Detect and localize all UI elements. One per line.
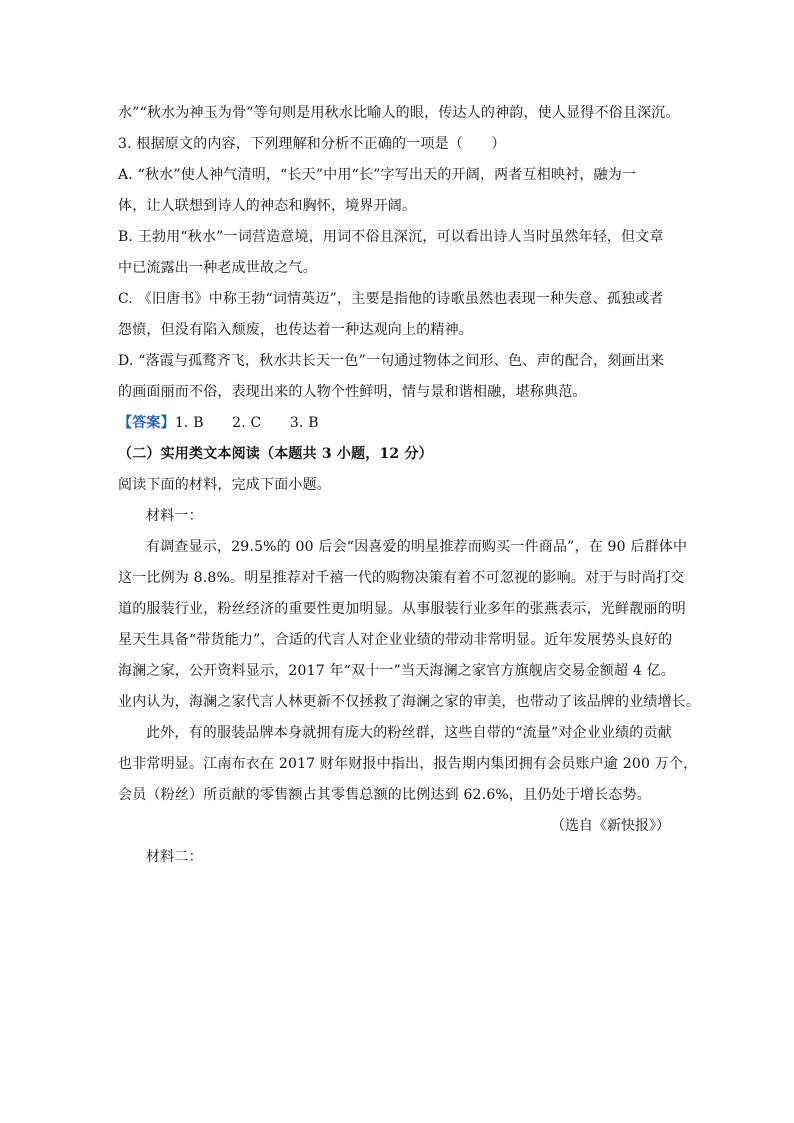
- material-paragraph-line: 这一比例为 8.8%。明星推荐对千禧一代的购物决策有着不可忽视的影响。对于与时尚打交: [118, 570, 685, 586]
- option-a-line: A. “秋水”使人神气清明，“长天”中用“长”字写出天的开阔，两者互相映衬，融为一: [118, 167, 637, 183]
- option-d-line: 的画面丽而不俗，表现出来的人物个性鲜明，情与景和谐相融，堪称典范。: [118, 384, 587, 400]
- material-paragraph-line: 业内认为，海澜之家代言人林更新不仅拯救了海澜之家的审美，也带动了该品牌的业绩增长。: [118, 694, 701, 710]
- material-two-label: 材料二：: [146, 849, 203, 865]
- material-paragraph-line: 海澜之家，公开资料显示，2017 年“双十一”当天海澜之家官方旗舰店交易金额超 4 亿。: [118, 663, 675, 679]
- material-paragraph-line: 星天生具备“带货能力”，合适的代言人对企业业绩的带动非常明显。近年发展势头良好的: [118, 632, 673, 648]
- option-c-line: C. 《旧唐书》中称王勃“词情英迈”，主要是指他的诗歌虽然也表现一种失意、孤独或者: [118, 291, 664, 307]
- option-b-line: B. 王勃用“秋水”一词营造意境，用词不俗且深沉，可以看出诗人当时虽然年轻，但文章: [118, 229, 664, 245]
- material-paragraph-line: 此外，有的服装品牌本身就拥有庞大的粉丝群，这些自带的“流量”对企业业绩的贡献: [146, 725, 672, 741]
- source-citation: （选自《新快报》）: [551, 818, 670, 834]
- option-b-line: 中已流露出一种老成世故之气。: [118, 260, 317, 276]
- option-c-line: 怨愤，但没有陷入颓废，也传达着一种达观向上的精神。: [118, 322, 473, 338]
- material-paragraph-line: 会员（粉丝）所贡献的零售额占其零售总额的比例达到 62.6%，且仍处于增长态势。: [118, 787, 651, 803]
- material-one-label: 材料一：: [146, 508, 203, 524]
- material-paragraph-line: 有调查显示，29.5%的 00 后会“因喜爱的明星推荐而购买一件商品”，在 90 后群体中: [146, 539, 688, 555]
- paragraph-line: 水”“秋水为神玉为骨”等句则是用秋水比喻人的眼，传达人的神韵，使人显得不俗且深沉。: [118, 105, 680, 121]
- answer-line: [118, 413, 678, 433]
- option-a-line: 体，让人联想到诗人的神态和胸怀，境界开阔。: [118, 198, 417, 214]
- material-paragraph-line: 道的服装行业，粉丝经济的重要性更加明显。从事服装行业多年的张燕表示，光鲜靓丽的明: [118, 601, 686, 617]
- instruction-line: 阅读下面的材料，完成下面小题。: [118, 477, 331, 493]
- option-d-line: D. “落霞与孤鹜齐飞，秋水共长天一色”一句通过物体之间形、色、声的配合，刻画出来: [118, 353, 665, 369]
- question-3-stem: 3. 根据原文的内容，下列理解和分析不正确的一项是（ ）: [118, 136, 506, 152]
- material-paragraph-line: 也非常明显。江南布衣在 2017 财年财报中指出，报告期内集团拥有会员账户逾 200 万个，: [118, 756, 698, 772]
- answer-label: 【答案】: [118, 415, 175, 431]
- section-heading: （二）实用类文本阅读（本题共 3 小题，12 分）: [118, 446, 433, 462]
- answer-values: 1. B 2. C 3. B: [174, 415, 319, 431]
